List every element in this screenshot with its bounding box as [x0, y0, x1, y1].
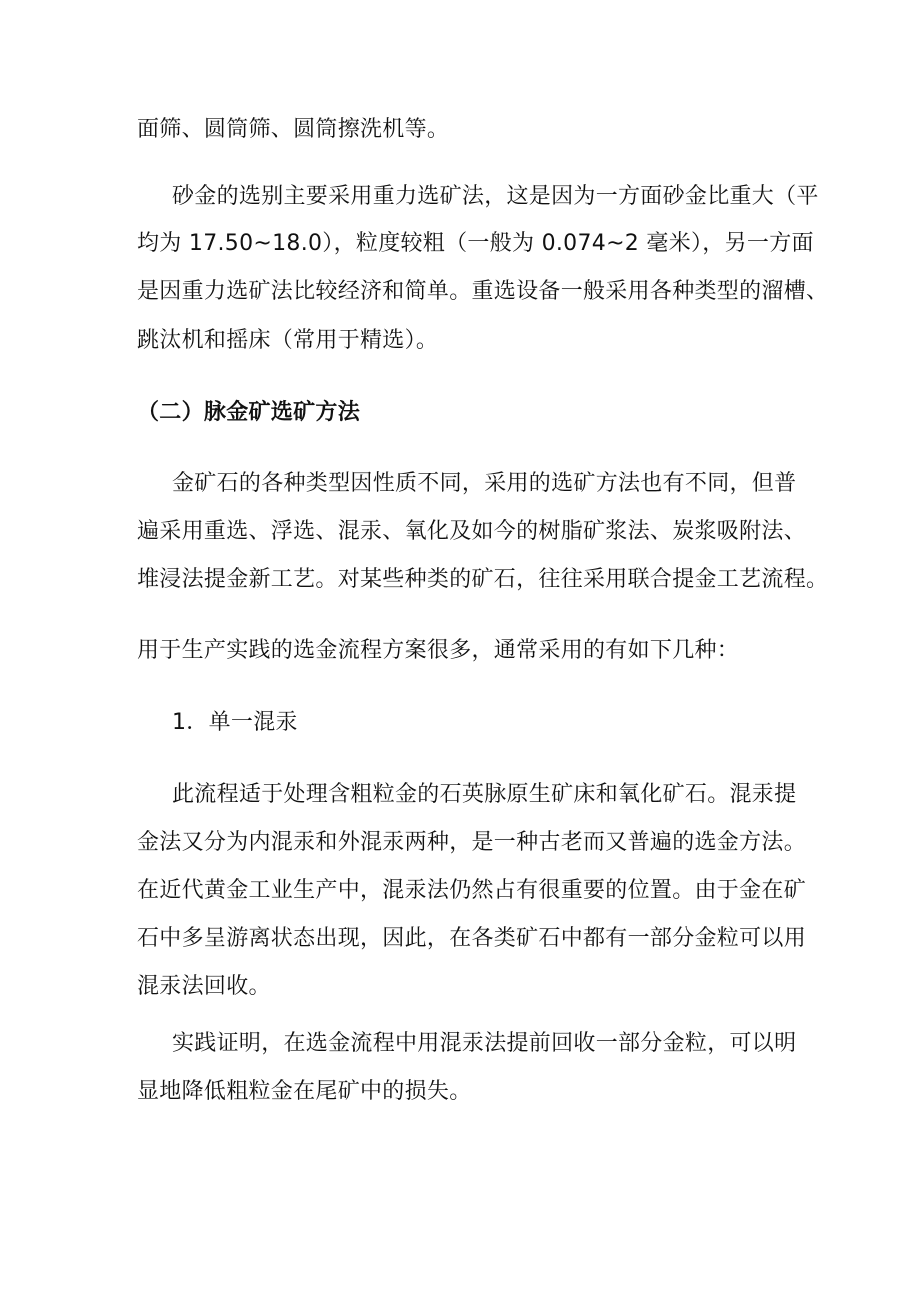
paragraph-line: 均为 17.50~18.0），粒度较粗（一般为 0.074~2 毫米），另一方面	[137, 231, 814, 256]
subsection-heading: 1．单一混汞	[172, 710, 298, 735]
paragraph-line: 此流程适于处理含粗粒金的石英脉原生矿床和氧化矿石。混汞提	[172, 782, 797, 807]
paragraph-line: 是因重力选矿法比较经济和简单。重选设备一般采用各种类型的溜槽、	[137, 279, 829, 304]
paragraph-line: 石中多呈游离状态出现，因此，在各类矿石中都有一部分金粒可以用	[137, 926, 807, 951]
paragraph-line: 混汞法回收。	[137, 974, 271, 999]
paragraph-line: 跳汰机和摇床（常用于精选）。	[137, 328, 439, 353]
paragraph-line: 用于生产实践的选金流程方案很多，通常采用的有如下几种：	[137, 638, 740, 663]
paragraph-line: 遍采用重选、浮选、混汞、氧化及如今的树脂矿浆法、炭浆吸附法、	[137, 519, 807, 544]
section-heading: （二）脉金矿选矿方法	[137, 400, 361, 425]
paragraph-line: 金矿石的各种类型因性质不同，采用的选矿方法也有不同，但普	[172, 471, 797, 496]
paragraph-line: 堆浸法提金新工艺。对某些种类的矿石，往往采用联合提金工艺流程。	[137, 567, 829, 592]
paragraph-line: 显地降低粗粒金在尾矿中的损失。	[137, 1079, 472, 1104]
paragraph-line: 面筛、圆筒筛、圆筒擦洗机等。	[137, 117, 450, 142]
paragraph-line: 砂金的选别主要采用重力选矿法，这是因为一方面砂金比重大（平	[172, 184, 819, 209]
paragraph-line: 在近代黄金工业生产中，混汞法仍然占有很重要的位置。由于金在矿	[137, 878, 807, 903]
paragraph-line: 实践证明，在选金流程中用混汞法提前回收一部分金粒，可以明	[172, 1031, 797, 1056]
paragraph-line: 金法又分为内混汞和外混汞两种，是一种古老而又普遍的选金方法。	[137, 830, 807, 855]
